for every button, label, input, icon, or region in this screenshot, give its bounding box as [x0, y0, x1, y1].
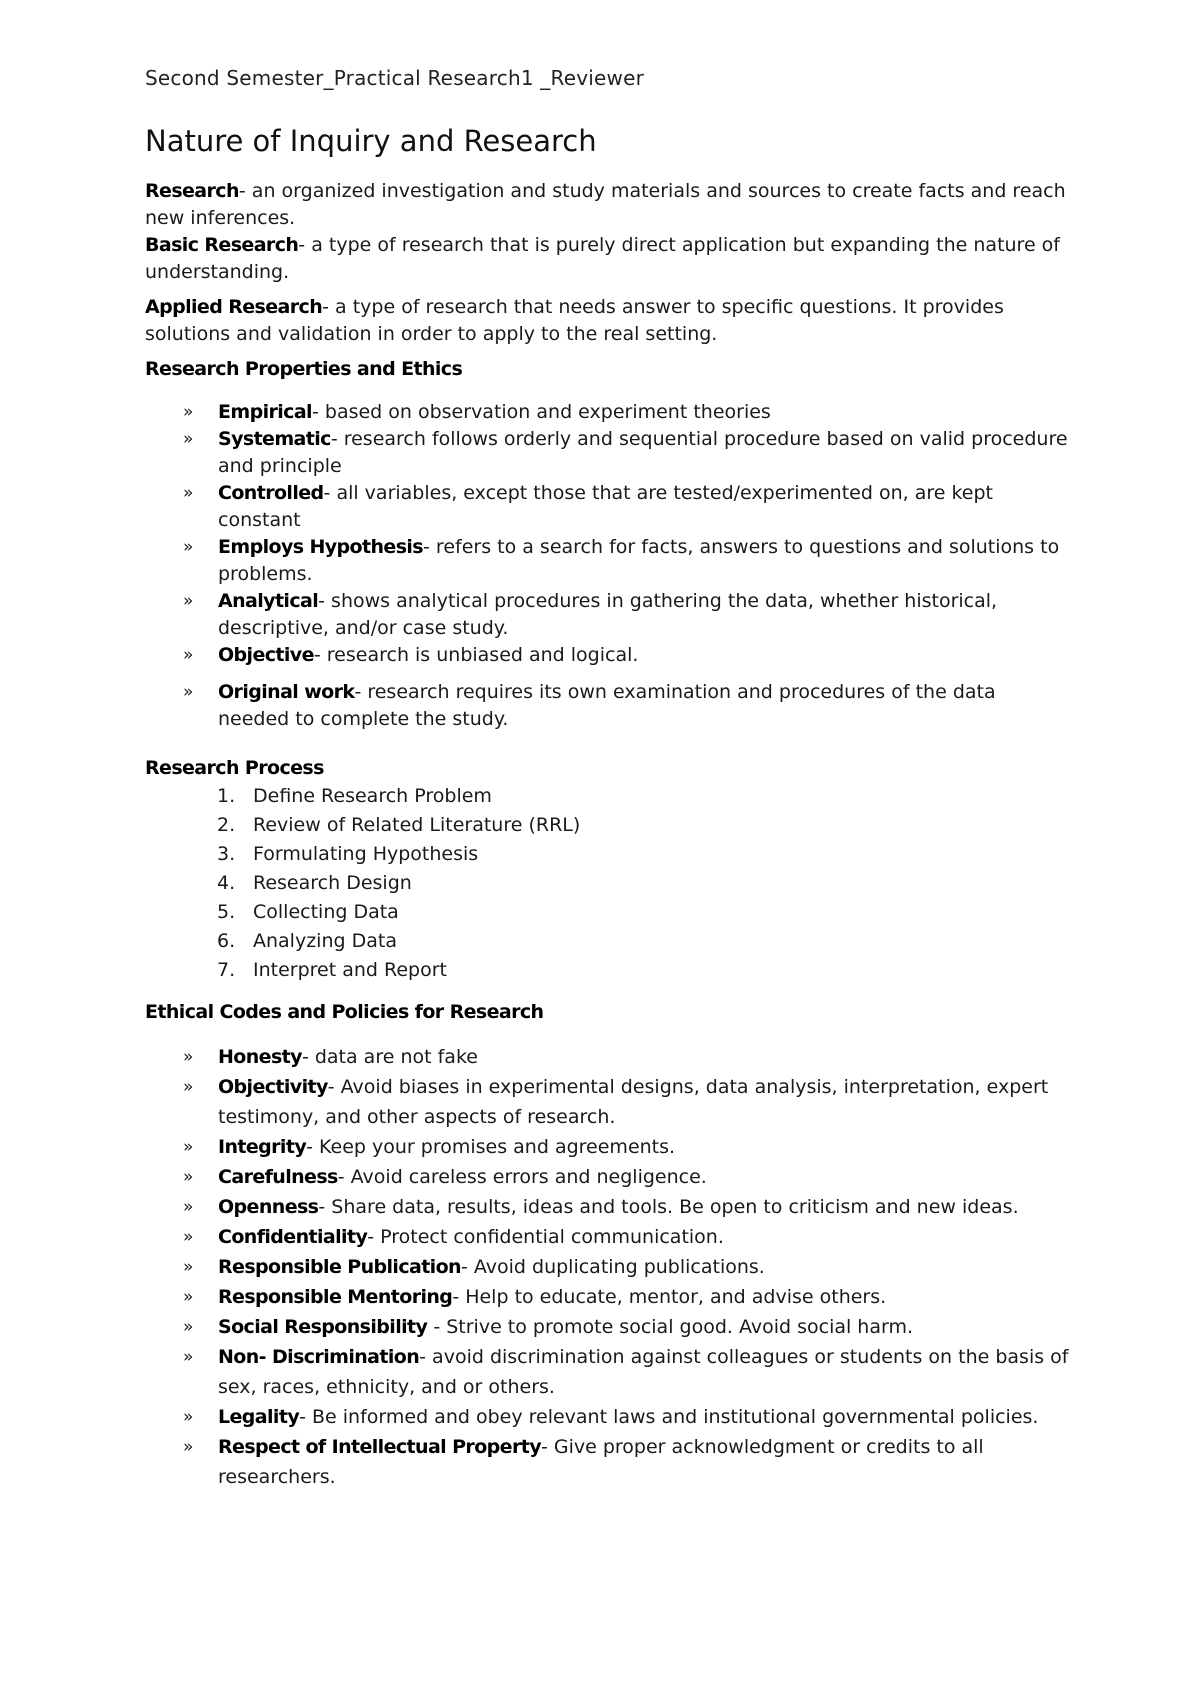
property-term: Employs Hypothesis — [218, 536, 424, 558]
ethic-text: - Share data, results, ideas and tools. Be open to criticism and new ideas. — [318, 1196, 1019, 1218]
step-text: Define Research Problem — [253, 785, 492, 807]
step-number: 6. — [217, 930, 236, 952]
definition-term: Basic Research — [145, 234, 299, 256]
property-text: - research requires its own examination and procedures of the data needed to complete the study. — [218, 681, 996, 730]
property-term: Analytical — [218, 590, 319, 612]
ethic-term: Non- Discrimination — [218, 1346, 420, 1368]
step-text: Collecting Data — [253, 901, 399, 923]
step-text: Formulating Hypothesis — [253, 843, 479, 865]
ethics-heading: Ethical Codes and Policies for Research — [145, 1001, 544, 1023]
step-text: Review of Related Literature (RRL) — [253, 814, 581, 836]
bullet-marker: » — [183, 682, 194, 702]
property-term: Controlled — [218, 482, 324, 504]
bullet-marker: » — [183, 537, 194, 557]
ethic-text: - avoid discrimination against colleagues or students on the basis of sex, races, ethnicity, and or others. — [218, 1346, 1069, 1398]
definition-term: Research — [145, 180, 239, 202]
properties-list — [183, 399, 1070, 733]
ethics-list — [183, 1042, 1070, 1492]
bullet-marker: » — [183, 1077, 194, 1097]
step-text: Research Design — [253, 872, 412, 894]
definition-text: - a type of research that is purely direct application but expanding the nature of understanding. — [145, 234, 1060, 283]
bullet-marker: » — [183, 1047, 194, 1067]
ethic-item — [183, 1192, 1070, 1222]
ethic-item — [183, 1342, 1070, 1402]
ethic-term: Confidentiality — [218, 1226, 368, 1248]
bullet-marker: » — [183, 1437, 194, 1457]
bullet-marker: » — [183, 645, 194, 665]
step-text: Interpret and Report — [253, 959, 447, 981]
property-item — [183, 679, 1070, 733]
ethic-item — [183, 1402, 1070, 1432]
property-item — [183, 642, 1070, 669]
ethic-item — [183, 1282, 1070, 1312]
ethic-term: Respect of Intellectual Property — [218, 1436, 541, 1458]
ethic-term: Integrity — [218, 1136, 307, 1158]
process-step — [217, 898, 1070, 927]
property-text: - refers to a search for facts, answers to questions and solutions to problems. — [218, 536, 1060, 585]
ethic-text: - Give proper acknowledgment or credits to all researchers. — [218, 1436, 984, 1488]
property-item — [183, 534, 1070, 588]
property-term: Systematic — [218, 428, 331, 450]
ethic-text: - Strive to promote social good. Avoid social harm. — [427, 1316, 914, 1338]
ethic-item — [183, 1312, 1070, 1342]
ethic-item — [183, 1162, 1070, 1192]
ethic-term: Openness — [218, 1196, 319, 1218]
bullet-marker: » — [183, 1317, 194, 1337]
ethic-item — [183, 1132, 1070, 1162]
property-text: - shows analytical procedures in gathering the data, whether historical, descriptive, and/or case study. — [218, 590, 998, 639]
ethic-term: Objectivity — [218, 1076, 328, 1098]
process-step — [217, 927, 1070, 956]
ethic-item — [183, 1042, 1070, 1072]
property-text: - research follows orderly and sequential procedure based on valid procedure and principle — [218, 428, 1068, 477]
properties-heading: Research Properties and Ethics — [145, 358, 463, 380]
bullet-marker: » — [183, 1167, 194, 1187]
process-list — [217, 782, 1070, 985]
definition-applied-research — [145, 294, 1070, 348]
step-number: 5. — [217, 901, 236, 923]
page-title: Nature of Inquiry and Research — [145, 124, 597, 158]
ethic-term: Responsible Publication — [218, 1256, 461, 1278]
ethic-item — [183, 1252, 1070, 1282]
ethic-text: - Be informed and obey relevant laws and institutional governmental policies. — [299, 1406, 1039, 1428]
property-term: Objective — [218, 644, 314, 666]
step-number: 2. — [217, 814, 236, 836]
bullet-marker: » — [183, 483, 194, 503]
ethic-term: Carefulness — [218, 1166, 338, 1188]
definition-basic-research — [145, 232, 1070, 286]
property-item — [183, 588, 1070, 642]
ethic-item — [183, 1222, 1070, 1252]
ethic-item — [183, 1432, 1070, 1492]
ethic-text: - Protect confidential communication. — [367, 1226, 724, 1248]
bullet-marker: » — [183, 1197, 194, 1217]
process-step — [217, 956, 1070, 985]
property-text: - based on observation and experiment theories — [311, 401, 771, 423]
property-item — [183, 426, 1070, 480]
ethic-term: Honesty — [218, 1046, 302, 1068]
ethic-text: - data are not fake — [301, 1046, 478, 1068]
definition-text: - a type of research that needs answer to specific questions. It provides solutions and validation in order to apply to the real setting. — [145, 296, 1004, 345]
bullet-marker: » — [183, 429, 194, 449]
bullet-marker: » — [183, 1137, 194, 1157]
ethic-item — [183, 1072, 1070, 1132]
property-text: - research is unbiased and logical. — [313, 644, 639, 666]
process-step — [217, 869, 1070, 898]
process-step — [217, 782, 1070, 811]
ethic-text: - Help to educate, mentor, and advise others. — [452, 1286, 887, 1308]
bullet-marker: » — [183, 1407, 194, 1427]
bullet-marker: » — [183, 402, 194, 422]
property-text: - all variables, except those that are tested/experimented on, are kept constant — [218, 482, 993, 531]
process-step — [217, 840, 1070, 869]
bullet-marker: » — [183, 1227, 194, 1247]
definition-text: - an organized investigation and study materials and sources to create facts and reach new inferences. — [145, 180, 1066, 229]
property-term: Empirical — [218, 401, 312, 423]
ethic-text: - Avoid biases in experimental designs, data analysis, interpretation, expert testimony, and other aspects of research. — [218, 1076, 1049, 1128]
property-item — [183, 480, 1070, 534]
step-number: 4. — [217, 872, 236, 894]
step-number: 7. — [217, 959, 236, 981]
bullet-marker: » — [183, 591, 194, 611]
step-number: 3. — [217, 843, 236, 865]
ethic-term: Legality — [218, 1406, 300, 1428]
definition-research — [145, 178, 1070, 232]
ethic-text: - Keep your promises and agreements. — [306, 1136, 676, 1158]
process-heading: Research Process — [145, 757, 324, 779]
ethic-term: Social Responsibility — [218, 1316, 428, 1338]
bullet-marker: » — [183, 1347, 194, 1367]
document-page — [145, 66, 1070, 1492]
document-header: Second Semester_Practical Research1 _Reviewer — [145, 66, 644, 90]
bullet-marker: » — [183, 1257, 194, 1277]
step-number: 1. — [217, 785, 236, 807]
bullet-marker: » — [183, 1287, 194, 1307]
property-item — [183, 399, 1070, 426]
ethic-text: - Avoid duplicating publications. — [460, 1256, 765, 1278]
property-term: Original work — [218, 681, 355, 703]
ethic-text: - Avoid careless errors and negligence. — [337, 1166, 707, 1188]
ethic-term: Responsible Mentoring — [218, 1286, 453, 1308]
definition-term: Applied Research — [145, 296, 323, 318]
step-text: Analyzing Data — [253, 930, 397, 952]
process-step — [217, 811, 1070, 840]
